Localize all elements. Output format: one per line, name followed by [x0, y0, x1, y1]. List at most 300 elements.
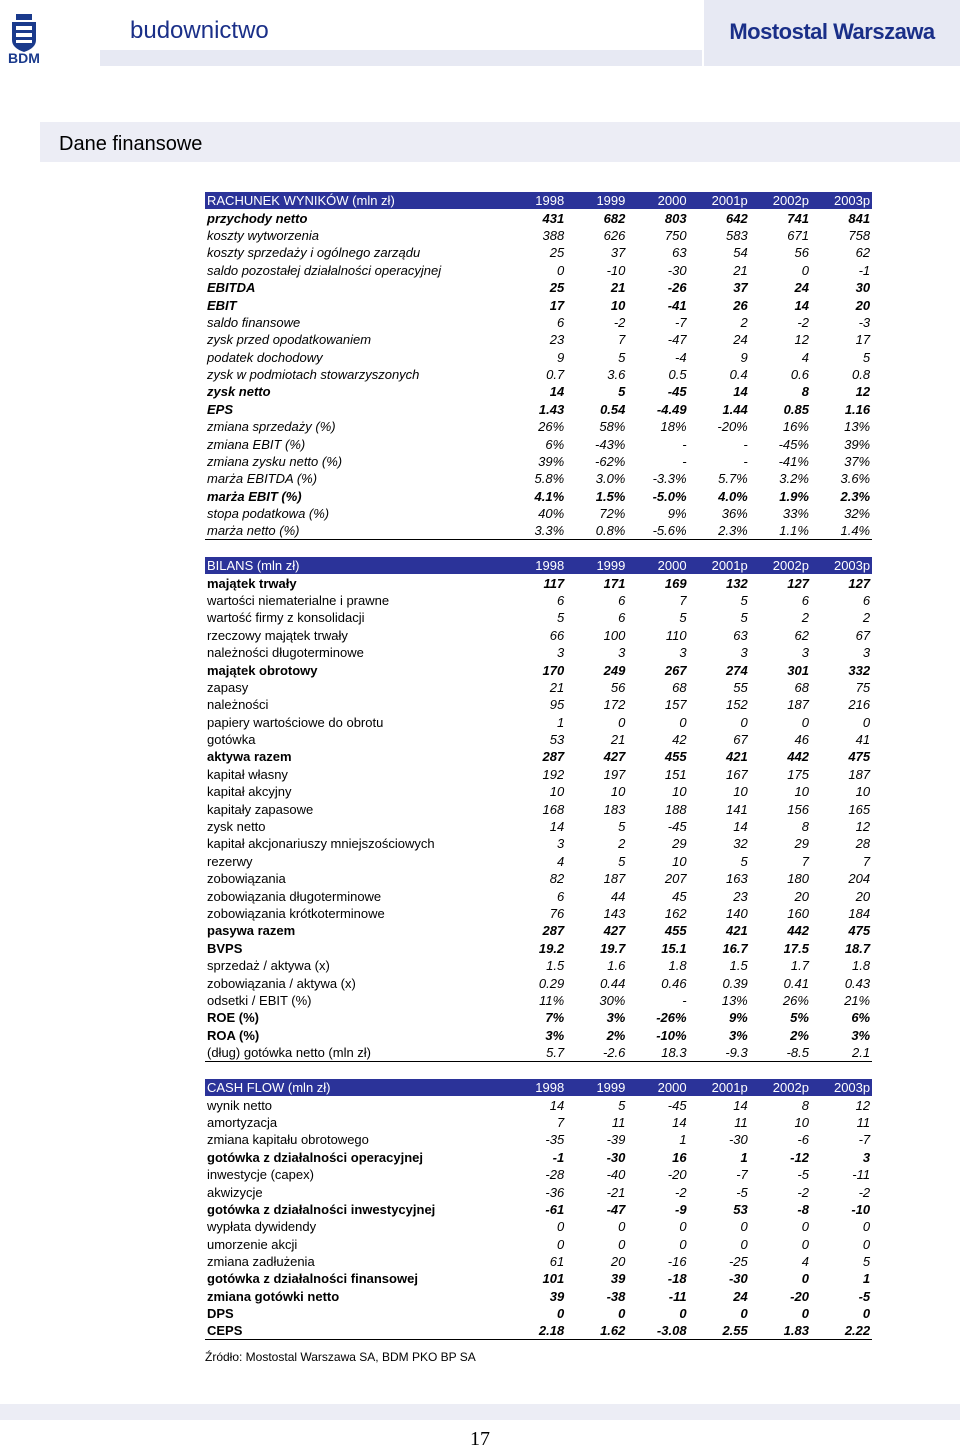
balance-sheet-table — [205, 557, 872, 1062]
table-row — [205, 818, 872, 835]
row-value: 21 — [610, 732, 626, 748]
row-label: kapitały zapasowe — [207, 801, 314, 817]
row-value: 162 — [664, 906, 687, 921]
row-value: 28 — [855, 836, 871, 852]
row-value: 10 — [733, 784, 748, 800]
title-band — [40, 122, 960, 162]
row-label: ROE (%) — [207, 1010, 259, 1026]
row-label: rzeczowy majątek trwały — [207, 627, 348, 643]
row-value: 8 — [801, 384, 809, 400]
row-value: 41 — [855, 732, 871, 748]
row-value: 0 — [801, 1306, 809, 1322]
row-label: rezerwy — [207, 853, 253, 869]
row-value: -5 — [797, 1167, 809, 1183]
row-value: 1.6 — [607, 958, 626, 974]
row-value: 187 — [603, 871, 626, 887]
table-row — [205, 887, 872, 904]
row-value: 19.7 — [600, 940, 626, 956]
row-value: 1.7 — [790, 958, 809, 974]
row-value: 20 — [610, 1254, 626, 1270]
row-value: 3.0% — [595, 471, 626, 487]
table-row — [205, 714, 872, 731]
table-row — [205, 279, 872, 296]
row-value: 188 — [664, 801, 687, 817]
row-value: 0.46 — [661, 975, 687, 991]
row-value: 11% — [539, 992, 565, 1008]
row-value: 5 — [618, 1097, 626, 1113]
row-value: 12 — [794, 332, 809, 348]
row-value: 3 — [862, 645, 871, 661]
company-name: Mostostal Warszawa — [729, 19, 935, 44]
row-value: -30 — [667, 262, 687, 278]
row-value: 6 — [801, 592, 809, 608]
table-header-year: 2000 — [627, 1079, 688, 1096]
row-value: 0 — [801, 714, 809, 730]
row-label: zmiana EBIT (%) — [207, 436, 306, 452]
row-value: -2 — [797, 1184, 809, 1200]
table-row — [205, 1270, 872, 1287]
row-value: 172 — [603, 697, 626, 713]
row-value: 76 — [549, 906, 565, 921]
row-value: 7 — [556, 1114, 565, 1130]
row-value: 14 — [672, 1114, 687, 1130]
row-value: 20 — [855, 297, 871, 313]
row-value: 3 — [556, 645, 565, 661]
row-value: 0.8 — [852, 367, 871, 383]
row-value: -20 — [790, 1288, 809, 1304]
row-value: 26% — [782, 992, 809, 1008]
row-value: 5 — [862, 349, 871, 365]
row-value: 6 — [862, 592, 871, 608]
row-label: EBIT — [207, 297, 237, 313]
row-label: pasywa razem — [207, 923, 296, 939]
table-row — [205, 1114, 872, 1131]
row-value: 0.29 — [538, 975, 565, 991]
row-value: 5 — [618, 853, 626, 869]
table-header-row — [205, 557, 872, 574]
row-value: 56 — [610, 679, 626, 695]
row-value: 63 — [733, 627, 748, 643]
row-value: 26 — [733, 297, 748, 313]
table-header-year: 2002p — [750, 557, 811, 574]
row-value: 10 — [672, 784, 687, 800]
row-value: 1.5 — [546, 958, 565, 974]
row-value: -20% — [717, 419, 748, 435]
row-label: CEPS — [205, 1322, 505, 1340]
row-value: 39% — [538, 454, 565, 470]
table-row — [205, 1027, 872, 1044]
table-row — [205, 957, 872, 974]
row-value: 21 — [549, 679, 565, 695]
row-label: EBITDA — [207, 280, 256, 296]
row-label: inwestycje (capex) — [207, 1167, 314, 1183]
table-row — [205, 1131, 872, 1148]
row-value: -26% — [656, 1010, 687, 1026]
row-value: 21 — [610, 280, 626, 296]
row-value: 55 — [733, 679, 748, 695]
row-value: 841 — [848, 210, 871, 226]
row-value: 0 — [801, 1271, 809, 1287]
row-value: -5.0% — [652, 488, 687, 504]
row-value: -45 — [667, 819, 687, 835]
row-value: -3.3% — [652, 471, 687, 487]
row-value: 0.41 — [783, 975, 809, 991]
row-value: - — [682, 992, 687, 1008]
row-value: 163 — [726, 871, 748, 887]
row-value: 442 — [787, 749, 809, 765]
table-row — [205, 627, 872, 644]
footer-bar — [0, 1404, 960, 1420]
row-value: 29 — [794, 836, 809, 852]
row-value: 39 — [549, 1288, 565, 1304]
row-value: 67 — [855, 627, 871, 643]
row-value: 23 — [733, 888, 748, 904]
table-row — [205, 609, 872, 626]
row-value: -10 — [851, 1201, 871, 1217]
row-value: 14 — [733, 819, 748, 835]
row-value: 132 — [726, 575, 748, 591]
row-value: 24 — [794, 280, 809, 296]
row-value: 6 — [556, 592, 565, 608]
row-value: 0 — [801, 1236, 809, 1252]
row-value: 6 — [556, 888, 565, 904]
row-value: 0 — [740, 714, 748, 730]
row-value: 7% — [545, 1010, 565, 1026]
row-value: 2.18 — [505, 1322, 566, 1340]
table-header-year: 2003p — [811, 1079, 872, 1096]
row-value: 682 — [603, 210, 626, 226]
row-label: zapasy — [207, 679, 249, 695]
table-row — [205, 574, 872, 591]
row-value: 1.62 — [566, 1322, 627, 1340]
page-header — [0, 0, 960, 70]
row-value: 3 — [740, 645, 748, 661]
row-value: -7 — [675, 314, 687, 330]
row-value: 175 — [787, 766, 809, 782]
row-value: -30 — [728, 1271, 748, 1287]
row-value: - — [743, 454, 748, 470]
row-value: 5 — [618, 384, 626, 400]
table-row — [205, 679, 872, 696]
income-statement-table — [205, 192, 872, 540]
row-value: -3 — [858, 314, 871, 330]
table-header-year: 2002p — [750, 1079, 811, 1096]
row-value: 156 — [787, 801, 809, 817]
row-value: -21 — [606, 1184, 626, 1200]
cash-flow-table — [205, 1079, 872, 1340]
row-value: 4 — [801, 1254, 809, 1270]
row-value: -35 — [545, 1132, 565, 1148]
row-value: 110 — [665, 627, 687, 643]
row-value: -7 — [736, 1167, 748, 1183]
row-value: 0 — [556, 1236, 565, 1252]
row-value: 16% — [782, 419, 809, 435]
row-value: 0 — [862, 1236, 871, 1252]
table-row — [205, 522, 872, 540]
row-value: 33% — [782, 506, 809, 522]
row-value: - — [682, 436, 687, 452]
row-value: 192 — [542, 766, 565, 782]
row-value: 68 — [672, 679, 687, 695]
row-label: kapitał akcjonariuszy mniejszościowych — [207, 836, 435, 852]
row-value: 0.7 — [546, 367, 565, 383]
row-value: 442 — [787, 923, 809, 939]
row-value: 30 — [855, 280, 871, 296]
row-label: zysk przed opodatkowaniem — [207, 332, 372, 348]
row-value: -5.6% — [627, 522, 688, 540]
row-value: 0 — [556, 262, 565, 278]
row-value: 642 — [726, 210, 748, 226]
row-value: -3.08 — [627, 1322, 688, 1340]
table-header-year: 2003p — [811, 557, 872, 574]
row-value: 0.54 — [600, 401, 626, 417]
row-value: 421 — [726, 749, 748, 765]
row-value: 431 — [542, 210, 565, 226]
row-label: wartość firmy z konsolidacji — [207, 610, 365, 626]
table-row — [205, 835, 872, 852]
row-value: 427 — [603, 923, 626, 939]
row-value: -10 — [606, 262, 626, 278]
row-value: 23 — [549, 332, 565, 348]
row-value: -6 — [797, 1132, 809, 1148]
row-value: -2 — [613, 314, 626, 330]
row-value: 4.1% — [534, 488, 565, 504]
row-value: 2% — [790, 1027, 809, 1043]
row-value: 127 — [787, 575, 809, 591]
row-value: 24 — [733, 1288, 748, 1304]
row-label: zysk netto — [207, 384, 271, 400]
table-header-row — [205, 1079, 872, 1096]
table-header-year: 2002p — [750, 192, 811, 209]
source-note: Źródło: Mostostal Warszawa SA, BDM PKO BP SA — [205, 1350, 476, 1364]
row-value: 37% — [844, 454, 871, 470]
row-value: 25 — [549, 245, 565, 261]
row-value: 17.5 — [783, 940, 809, 956]
table-row — [205, 209, 872, 226]
row-value: 10 — [794, 1114, 809, 1130]
row-value: 152 — [726, 697, 748, 713]
row-label: koszty sprzedaży i ogólnego zarządu — [207, 245, 421, 261]
table-row — [205, 453, 872, 470]
table-row — [205, 940, 872, 957]
row-value: 10 — [549, 784, 565, 800]
row-value: -8 — [797, 1201, 809, 1217]
row-label: majątek obrotowy — [207, 662, 318, 678]
row-value: - — [743, 436, 748, 452]
row-value: -61 — [545, 1201, 565, 1217]
row-label: wartości niematerialne i prawne — [207, 592, 390, 608]
row-value: 14 — [549, 384, 565, 400]
page-number: 17 — [470, 1428, 490, 1449]
row-value: 13% — [844, 419, 871, 435]
table-header-year: 1998 — [505, 557, 566, 574]
row-value: 0.39 — [722, 975, 748, 991]
row-value: 10 — [672, 853, 687, 869]
row-value: 140 — [726, 906, 748, 921]
row-value: 1.5 — [729, 958, 748, 974]
row-label: podatek dochodowy — [207, 349, 323, 365]
row-label: DPS — [207, 1306, 234, 1322]
row-value: 183 — [603, 801, 626, 817]
row-value: 3 — [618, 645, 626, 661]
row-value: -20 — [667, 1167, 687, 1183]
row-value: -39 — [606, 1132, 626, 1148]
table-header-title: CASH FLOW (mln zł) — [205, 1079, 505, 1096]
row-value: -25 — [728, 1254, 748, 1270]
row-value: 741 — [787, 210, 809, 226]
row-value: 117 — [543, 575, 565, 591]
row-value: -45 — [667, 1097, 687, 1113]
row-value: 421 — [726, 923, 748, 939]
row-value: 0 — [862, 1306, 871, 1322]
table-header-year: 1999 — [566, 1079, 627, 1096]
row-value: 1.16 — [844, 401, 871, 417]
row-value: 249 — [603, 662, 626, 678]
row-value: -2 — [675, 1184, 687, 1200]
row-value: 388 — [542, 227, 565, 243]
row-value: 82 — [549, 871, 565, 887]
row-value: 3.2% — [779, 471, 809, 487]
row-value: 157 — [664, 697, 687, 713]
table-row — [205, 661, 872, 678]
row-value: 5 — [679, 610, 687, 626]
row-value: 1.8 — [852, 958, 871, 974]
table-header-year: 2001p — [689, 192, 750, 209]
table-header-year: 1998 — [505, 1079, 566, 1096]
row-value: -36 — [545, 1184, 565, 1200]
row-value: 16 — [672, 1149, 687, 1165]
row-value: 20 — [855, 888, 871, 904]
row-value: 9 — [556, 349, 565, 365]
row-label: należności długoterminowe — [207, 645, 364, 661]
table-row — [205, 800, 872, 817]
row-label: saldo pozostałej działalności operacyjnej — [207, 262, 442, 278]
row-value: 3% — [606, 1010, 626, 1026]
table-row — [205, 1009, 872, 1026]
row-value: 7 — [801, 853, 809, 869]
table-row — [205, 505, 872, 522]
row-value: -5 — [736, 1184, 748, 1200]
table-row — [205, 1218, 872, 1235]
table-row — [205, 644, 872, 661]
row-value: 53 — [733, 1201, 748, 1217]
row-value: 0 — [801, 262, 809, 278]
row-value: 3.3% — [505, 522, 566, 540]
row-label: zmiana kapitału obrotowego — [207, 1132, 369, 1148]
row-value: 46 — [794, 732, 809, 748]
table-row — [205, 1044, 872, 1062]
row-value: 2.3% — [840, 488, 871, 504]
row-label: sprzedaż / aktywa (x) — [207, 958, 330, 974]
row-label: zobowiązania długoterminowe — [207, 888, 382, 904]
row-value: 0.44 — [600, 975, 626, 991]
row-value: 0.8% — [566, 522, 627, 540]
table-row — [205, 1096, 872, 1113]
row-value: 1.5% — [595, 488, 626, 504]
row-label: zmiana sprzedaży (%) — [207, 419, 336, 435]
row-value: 427 — [603, 749, 626, 765]
row-value: -41% — [778, 454, 809, 470]
row-value: 267 — [664, 662, 687, 678]
row-value: 63 — [672, 245, 687, 261]
row-value: -8.5 — [750, 1044, 811, 1062]
row-value: 1.9% — [779, 488, 809, 504]
row-value: 750 — [664, 227, 687, 243]
row-value: 19.2 — [538, 940, 565, 956]
row-label: marża EBIT (%) — [207, 488, 302, 504]
table-header-year: 1999 — [566, 557, 627, 574]
row-label: odsetki / EBIT (%) — [207, 992, 312, 1008]
table-row — [205, 331, 872, 348]
table-row — [205, 1166, 872, 1183]
row-value: 5 — [556, 610, 565, 626]
row-value: 21 — [733, 262, 748, 278]
row-label: gotówka z działalności operacyjnej — [207, 1149, 424, 1165]
table-row — [205, 592, 872, 609]
row-value: 0 — [679, 1306, 687, 1322]
row-value: -62% — [595, 454, 626, 470]
row-label: gotówka z działalności finansowej — [207, 1271, 418, 1287]
row-value: 0.85 — [783, 401, 809, 417]
table-header-year: 2001p — [689, 1079, 750, 1096]
row-value: 58% — [599, 419, 626, 435]
table-row — [205, 731, 872, 748]
row-value: 1 — [862, 1271, 871, 1287]
row-value: -47 — [606, 1201, 626, 1217]
logo-text: BDM — [8, 50, 40, 66]
row-value: -2 — [858, 1184, 871, 1200]
row-value: 0.5 — [668, 367, 687, 383]
row-value: -9.3 — [689, 1044, 750, 1062]
row-value: 332 — [848, 662, 871, 678]
page-title: Dane finansowe — [59, 133, 203, 155]
row-value: -30 — [728, 1132, 748, 1148]
row-value: 8 — [801, 819, 809, 835]
row-value: 11 — [856, 1114, 871, 1130]
table-row — [205, 1288, 872, 1305]
row-value: 5 — [740, 853, 748, 869]
row-value: 18% — [660, 419, 687, 435]
row-label: BVPS — [207, 940, 243, 956]
row-label: ROA (%) — [207, 1027, 260, 1043]
row-value: 17 — [855, 332, 871, 348]
row-label: zysk w podmiotach stowarzyszonych — [207, 367, 420, 383]
row-value: 0 — [740, 1236, 748, 1252]
row-label: (dług) gotówka netto (mln zł) — [205, 1044, 505, 1062]
row-value: -16 — [667, 1254, 687, 1270]
row-value: -26 — [667, 280, 687, 296]
row-value: 2.22 — [811, 1322, 872, 1340]
row-value: 758 — [848, 227, 871, 243]
row-value: 583 — [726, 227, 748, 243]
table-row — [205, 1305, 872, 1322]
row-value: 0 — [618, 1306, 626, 1322]
row-value: 4 — [801, 349, 809, 365]
table-row — [205, 992, 872, 1009]
row-label: aktywa razem — [207, 749, 292, 765]
row-value: 6 — [556, 314, 565, 330]
row-value: 187 — [787, 697, 809, 713]
row-value: 12 — [855, 819, 871, 835]
row-value: -41 — [667, 297, 687, 313]
row-value: 95 — [549, 697, 565, 713]
table-header-year: 2000 — [627, 192, 688, 209]
row-value: 141 — [726, 801, 748, 817]
row-value: 3 — [862, 1149, 871, 1165]
row-value: -30 — [606, 1149, 626, 1165]
row-value: -45% — [778, 436, 809, 452]
table-row — [205, 435, 872, 452]
